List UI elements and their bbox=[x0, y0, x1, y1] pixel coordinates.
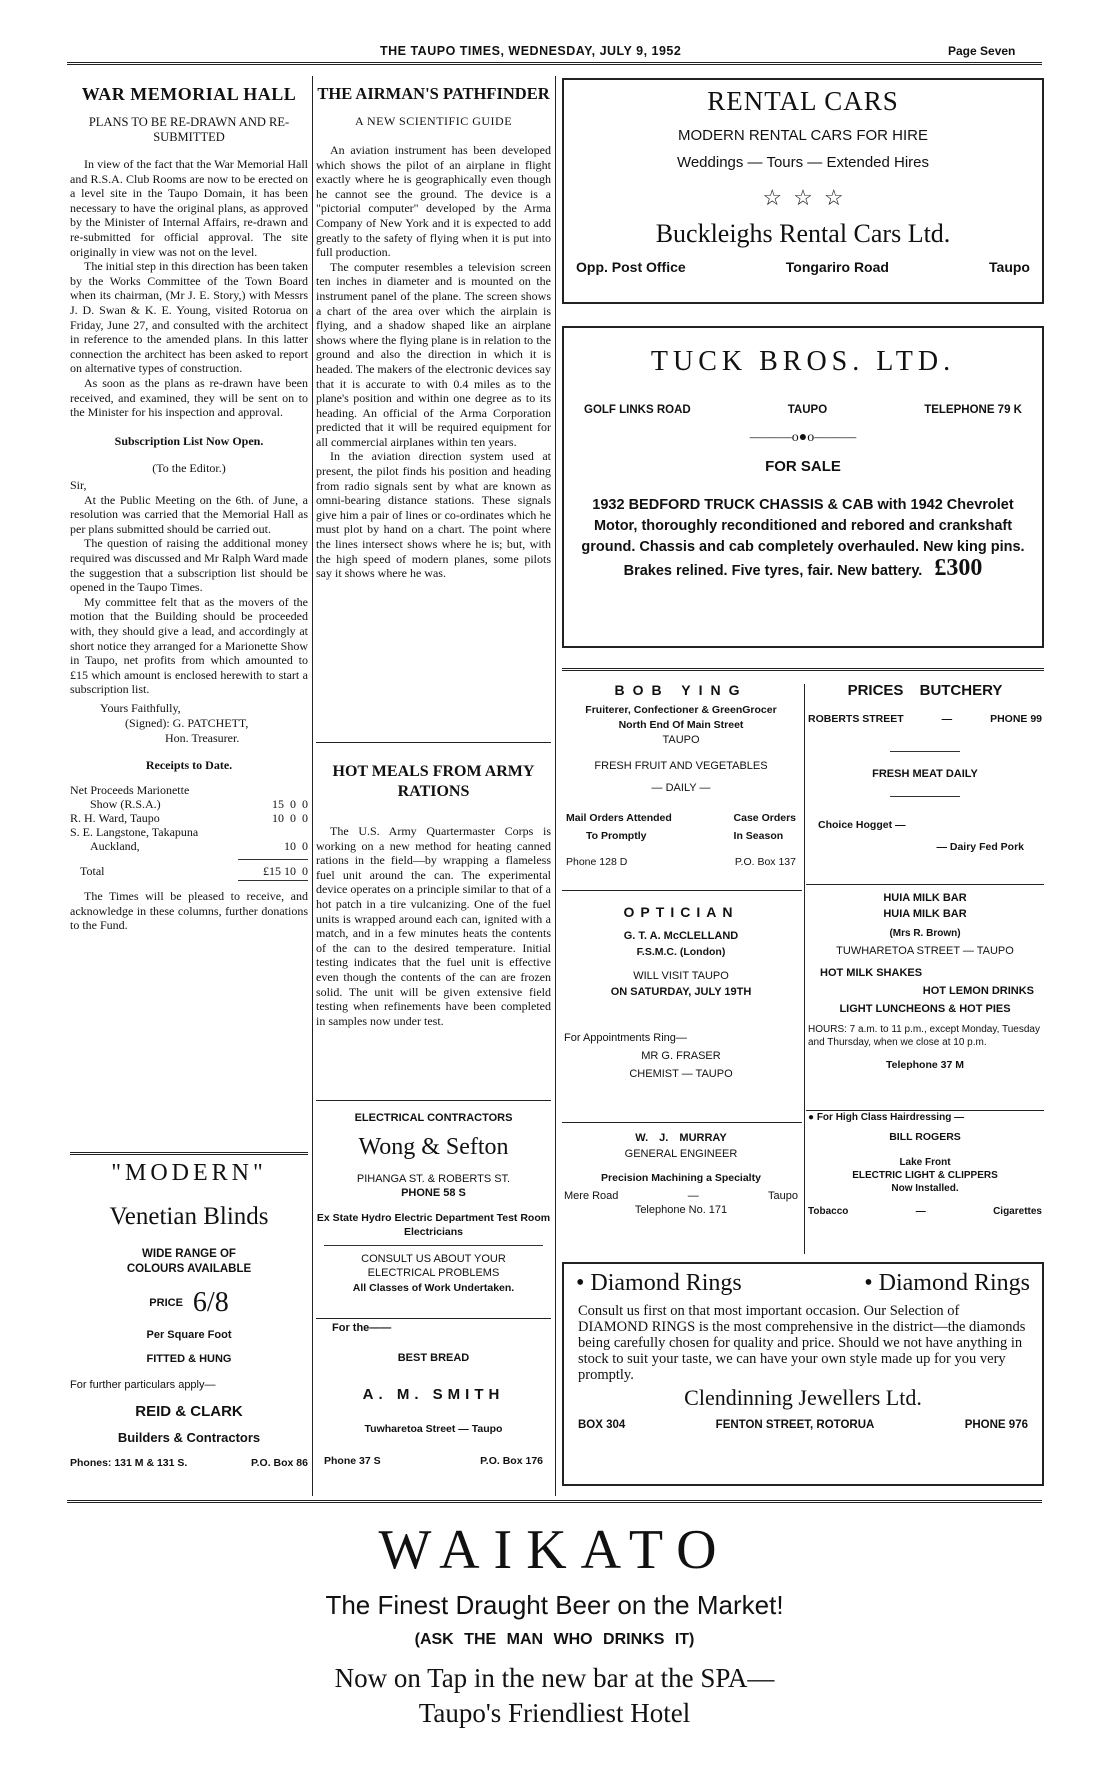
smith-contact: Phone 37 S P.O. Box 176 bbox=[324, 1455, 543, 1467]
sign-off: Yours Faithfully, bbox=[100, 701, 181, 715]
waikato-ask: (ASK THE MAN WHO DRINKS IT) bbox=[414, 1631, 695, 1648]
receipt-row: R. H. Ward, Taupo 10 0 0 bbox=[70, 811, 308, 825]
optician-end-rule bbox=[562, 1122, 802, 1123]
tuck-price: £300 bbox=[934, 555, 983, 581]
optician-ad bbox=[562, 904, 800, 1080]
waikato-tap: Now on Tap in the new bar at the SPA— bbox=[334, 1663, 775, 1693]
directory-mid-rule bbox=[804, 684, 805, 1254]
prices-pork: — Dairy Fed Pork bbox=[936, 841, 1024, 853]
prices-hogget: Choice Hogget — bbox=[818, 819, 906, 831]
optician-quals: F.S.M.C. (London) bbox=[636, 946, 726, 958]
smith-ad bbox=[316, 1322, 551, 1467]
huia-owner: (Mrs R. Brown) bbox=[889, 928, 961, 939]
letter-paragraph: My committee felt that as the movers of the motion that the Building should be proceeded with, they should give a lead, and accordingly at short notice they arranged for a Marionette Show in Taupo, net profits from which amounted to £15 which amount is enclosed herewith to start a subscription list. bbox=[70, 594, 308, 697]
letter-paragraph: At the Public Meeting on the 6th. of June, a resolution was carried that the Memorial Hall as per plans submitted should be carried out. bbox=[70, 492, 308, 536]
modern-title: "MODERN" bbox=[111, 1160, 267, 1186]
war-memorial-paragraph: The initial step in this direction has been taken by the Works Committee of the Town Board when its chairman, (Mr J. E. Story,) with Messrs J. D. Swan & K. E. Young, visited Rotorua on Friday, June 27, and consulted with the architect in reference to the amended plans. In this latter connection the architect has been asked to report on alternative types of construction. bbox=[70, 259, 308, 376]
huia-title: HUIA MILK BAR bbox=[883, 892, 967, 904]
letter-paragraph: The question of raising the additional money required was discussed and Mr Ralph Ward made the suggestion that a subscription list should be opened in the Taupo Times. bbox=[70, 536, 308, 595]
wong-sefton-name: Wong & Sefton bbox=[358, 1134, 509, 1160]
wong-address: PIHANGA ST. & ROBERTS ST. bbox=[356, 1173, 511, 1185]
war-memorial-article bbox=[70, 84, 308, 933]
diamond-heading: • Diamond Rings • Diamond Rings bbox=[576, 1270, 1030, 1296]
prices-butchery-ad bbox=[806, 682, 1044, 853]
huia-hours: HOURS: 7 a.m. to 11 p.m., except Monday, Tuesday and Thursday, when we close at 10 p.m. bbox=[808, 1024, 1040, 1048]
rental-address: Opp. Post Office Tongariro Road Taupo bbox=[576, 259, 1030, 275]
optician-visit: WILL VISIT TAUPO bbox=[633, 970, 729, 982]
receipt-row: Auckland, 10 0 bbox=[90, 839, 308, 853]
rogers-name: BILL ROGERS bbox=[889, 1131, 961, 1143]
war-memorial-paragraph: As soon as the plans as re-drawn have been received, and examined, they will be sent on to the Minister for his inspection and approval. bbox=[70, 375, 308, 420]
rental-cars-ad bbox=[562, 78, 1044, 304]
column-rule-1 bbox=[312, 76, 313, 1496]
prices-end-rule bbox=[806, 884, 1044, 885]
waikato-title: WAIKATO bbox=[378, 1519, 731, 1581]
murray-trade: GENERAL ENGINEER bbox=[624, 1148, 738, 1160]
huia-street: TUWHARETOA STREET — TAUPO bbox=[836, 945, 1014, 957]
per-square-foot: Per Square Foot bbox=[146, 1329, 232, 1341]
signed-title: Hon. Treasurer. bbox=[165, 731, 240, 745]
bob-ying-trade: Fruiterer, Confectioner & GreenGrocer bbox=[585, 704, 777, 716]
hot-meals-article bbox=[316, 762, 551, 1028]
murray-specialty: Precision Machining a Specialty bbox=[601, 1172, 761, 1184]
war-memorial-subheading: PLANS TO BE RE-DRAWN AND RE-SUBMITTED bbox=[88, 115, 290, 144]
prices-name: PRICES BUTCHERY bbox=[847, 682, 1003, 699]
waikato-tagline: The Finest Draught Beer on the Market! bbox=[325, 1590, 784, 1620]
prices-fresh-meat: FRESH MEAT DAILY bbox=[872, 768, 978, 780]
bob-ying-ad bbox=[562, 682, 800, 868]
airman-subheading: A NEW SCIENTIFIC GUIDE bbox=[354, 114, 513, 128]
receipts-heading: Receipts to Date. bbox=[145, 758, 233, 772]
smith-name: A. M. SMITH bbox=[362, 1386, 505, 1403]
bob-ying-orders: Mail Orders Attended To Promptly Case Orders In Season bbox=[566, 812, 796, 842]
bullet-icon: • bbox=[576, 1270, 585, 1296]
page-number: Page Seven bbox=[948, 44, 1016, 58]
smith-for-the: For the—— bbox=[332, 1322, 392, 1334]
wong-classes: All Classes of Work Undertaken. bbox=[352, 1282, 515, 1294]
rogers-lead: ● For High Class Hairdressing — bbox=[808, 1112, 965, 1123]
receipt-row: Show (R.S.A.) 15 0 0 bbox=[90, 797, 308, 811]
diamond-text: Consult us first on that most important occasion. Our Selection of DIAMOND RINGS is the most comprehensive in the district—the diamonds being carefully chosen for quality and price. Should we not have anything in stock to suit your taste, we can have your own style made up for you very promptly. bbox=[578, 1303, 1026, 1383]
airman-paragraph: In the aviation direction system used at present, the pilot finds his position and heading from radio signals sent by what are known as omni-bearing distance stations. These signals give him a pair of lines or co-ordinates which he must plot by hand on a chart. The point where the lines intersect shows where he is; but, with the high speed of modern planes, some pilots say it shows where he was. bbox=[316, 449, 551, 581]
hot-meals-heading: HOT MEALS FROM ARMY RATIONS bbox=[332, 763, 535, 800]
optician-appointments: For Appointments Ring— bbox=[564, 1032, 687, 1044]
huia-title-2: HUIA MILK BAR bbox=[883, 908, 967, 920]
directory-top-rule bbox=[562, 668, 1044, 671]
colours-line: WIDE RANGE OF COLOURS AVAILABLE bbox=[126, 1248, 252, 1275]
further-particulars: For further particulars apply— bbox=[70, 1379, 216, 1391]
rental-title: RENTAL CARS bbox=[707, 86, 899, 116]
rogers-place: Lake Front bbox=[899, 1157, 951, 1168]
murray-phone: Telephone No. 171 bbox=[634, 1204, 728, 1216]
receipt-row: S. E. Langstone, Takapuna bbox=[70, 825, 199, 839]
huia-milk-bar-ad bbox=[806, 892, 1044, 1071]
huia-lemon: HOT LEMON DRINKS bbox=[922, 985, 1034, 997]
rogers-tobacco: Tobacco — Cigarettes bbox=[808, 1206, 1042, 1217]
bob-ying-fresh: FRESH FRUIT AND VEGETABLES bbox=[594, 760, 768, 772]
closing-paragraph: The Times will be pleased to receive, and acknowledge in these columns, further donations to the Fund. bbox=[70, 889, 308, 933]
bullet-icon: • bbox=[864, 1270, 873, 1296]
bob-ying-town: TAUPO bbox=[662, 734, 700, 746]
optician-contact: MR G. FRASER bbox=[641, 1050, 721, 1062]
murray-ad bbox=[562, 1132, 800, 1216]
airman-article bbox=[316, 84, 551, 581]
receipts-table bbox=[70, 783, 308, 881]
subscription-heading: Subscription List Now Open. bbox=[114, 433, 264, 448]
venetian-subtitle: Venetian Blinds bbox=[109, 1203, 269, 1230]
murray-address: Mere Road — Taupo bbox=[564, 1190, 798, 1202]
rogers-now: Now Installed. bbox=[891, 1183, 959, 1194]
waikato-ad bbox=[67, 1520, 1042, 1729]
bob-ying-end-rule bbox=[562, 890, 802, 891]
rental-company: Buckleighs Rental Cars Ltd. bbox=[655, 219, 951, 248]
diamond-contact: BOX 304 FENTON STREET, ROTORUA PHONE 976 bbox=[578, 1419, 1028, 1431]
receipt-row: Net Proceeds Marionette bbox=[70, 783, 190, 797]
wong-ex-state: Ex State Hydro Electric Department Test Room Electricians bbox=[316, 1212, 551, 1238]
blinds-contact: Phones: 131 M & 131 S. P.O. Box 86 bbox=[70, 1457, 308, 1469]
modern-blinds-ad bbox=[70, 1160, 308, 1469]
tuck-bros-ad bbox=[562, 326, 1044, 648]
optician-date: ON SATURDAY, JULY 19TH bbox=[610, 986, 752, 998]
airman-heading: THE AIRMAN'S PATHFINDER bbox=[317, 84, 550, 103]
wong-consult: CONSULT US ABOUT YOUR ELECTRICAL PROBLEMS bbox=[361, 1253, 506, 1279]
huia-shakes: HOT MILK SHAKES bbox=[820, 967, 923, 979]
huia-end-rule bbox=[806, 1110, 1044, 1111]
prices-address: ROBERTS STREET — PHONE 99 bbox=[808, 713, 1042, 725]
blinds-top-rule bbox=[70, 1152, 308, 1155]
hot-meals-end-rule bbox=[316, 1100, 551, 1101]
bob-ying-name: BOB YING bbox=[614, 682, 748, 698]
wong-end-rule bbox=[316, 1318, 551, 1319]
hot-meals-paragraph: The U.S. Army Quartermaster Corps is working on a new method for heating canned rations in the field—by wrapping a flameless fuel unit around the can. The experimental device operates on a principle similar to that of a hot patch in a tire vulcanizing. One of the fuel units is wrapped around each can, ignited with a match, and in a few minutes heats the contents of the can to the desired temperature. Initial testing indicates that the fuel unit is effective even though the contents of the can are frozen solid. The unit will be given extensive field testing when refinements have been completed in samples now under test. bbox=[316, 824, 551, 1028]
editor-line: (To the Editor.) bbox=[152, 460, 226, 475]
bob-ying-contact: Phone 128 D P.O. Box 137 bbox=[566, 856, 796, 868]
bob-ying-location: North End Of Main Street bbox=[618, 719, 744, 731]
bob-ying-daily: — DAILY — bbox=[651, 782, 711, 794]
huia-phone: Telephone 37 M bbox=[886, 1059, 964, 1071]
wong-sefton-ad bbox=[316, 1112, 551, 1294]
tuck-body: 1932 BEDFORD TRUCK CHASSIS & CAB with 1942 Chevrolet Motor, thoroughly reconditioned and rebored and crankshaft ground. Chassis and cab completely overhauled. New king pins. Brakes relined. Five tyres, fair. New battery. £300 bbox=[581, 497, 1025, 581]
price-value: 6/8 bbox=[192, 1287, 229, 1318]
rental-stars: ☆ ☆ ☆ bbox=[762, 185, 844, 210]
fitted-hung: FITTED & HUNG bbox=[146, 1353, 232, 1365]
rental-services: Weddings — Tours — Extended Hires bbox=[676, 154, 930, 171]
optician-title: OPTICIAN bbox=[623, 904, 739, 920]
salutation: Sir, bbox=[70, 477, 87, 492]
rogers-clippers: ELECTRIC LIGHT & CLIPPERS bbox=[852, 1170, 998, 1181]
optician-chemist: CHEMIST — TAUPO bbox=[629, 1068, 733, 1080]
war-memorial-paragraph: In view of the fact that the War Memorial Hall and R.S.A. Club Rooms are now to be erected on a level site in the Taupo Domain, it has been necessary to have the original plans, as approved by the Minister of Internal Affairs, re-drawn and re-submitted for official approval. The site originally in view was not on the level. bbox=[70, 157, 308, 259]
tuck-ornament: ———o●o——— bbox=[749, 430, 857, 445]
murray-name: W. J. MURRAY bbox=[635, 1132, 727, 1144]
rental-subtitle: MODERN RENTAL CARS FOR HIRE bbox=[677, 127, 929, 144]
tuck-title: TUCK BROS. LTD. bbox=[650, 346, 956, 377]
electrical-contractors: ELECTRICAL CONTRACTORS bbox=[354, 1112, 513, 1124]
receipt-total: Total £15 10 0 bbox=[80, 864, 308, 878]
airman-end-rule bbox=[316, 742, 551, 743]
rogers-ad bbox=[806, 1112, 1044, 1217]
diamond-rings-ad bbox=[562, 1262, 1044, 1486]
waikato-hotel: Taupo's Friendliest Hotel bbox=[418, 1698, 691, 1728]
signed: (Signed): G. PATCHETT, bbox=[125, 716, 249, 730]
smith-address: Tuwharetoa Street — Taupo bbox=[364, 1423, 503, 1435]
bullet-icon: ● bbox=[808, 1112, 815, 1123]
war-memorial-heading: WAR MEMORIAL HALL bbox=[81, 84, 297, 104]
wong-phone: PHONE 58 S bbox=[401, 1187, 466, 1199]
reid-clark: REID & CLARK bbox=[135, 1403, 243, 1420]
airman-paragraph: The computer resembles a television screen ten inches in diameter and is mounted on the instrument panel of the plane. The screen shows a chart of the area over which the airplain is flying, and a shadow shaped like an airplane shows where the flying plane is in relation to the ground and also the direction in which it is headed. The makers of the electronic devices say that it is accurate to with 0.4 miles as to the plane's position and within one degree as to its heading. An official of the Arma Corporation predicted that it will be required equipment for all commercial airplanes within ten years. bbox=[316, 259, 552, 449]
column-rule-2 bbox=[555, 76, 556, 1496]
builders-contractors: Builders & Contractors bbox=[117, 1430, 261, 1445]
masthead-title: THE TAUPO TIMES, WEDNESDAY, JULY 9, 1952 bbox=[380, 44, 682, 58]
airman-paragraph: An aviation instrument has been developed which shows the pilot of an airplane in flight exactly where he is geographically even though he cannot see the ground. The device is a "pictorial computer" developed by the Arma Company of New York and it is expected to add greatly to the safety of flying when it is put into full production. bbox=[316, 143, 551, 260]
diamond-firm: Clendinning Jewellers Ltd. bbox=[684, 1385, 922, 1410]
tuck-address: GOLF LINKS ROAD TAUPO TELEPHONE 79 K bbox=[584, 404, 1022, 416]
tuck-for-sale: FOR SALE bbox=[765, 458, 841, 475]
optician-name: G. T. A. McCLELLAND bbox=[623, 930, 739, 942]
huia-lunch: LIGHT LUNCHEONS & HOT PIES bbox=[839, 1003, 1011, 1015]
price-line: PRICE 6/8 bbox=[149, 1287, 229, 1318]
masthead-rule bbox=[67, 62, 1042, 65]
best-bread: BEST BREAD bbox=[397, 1352, 470, 1364]
waikato-top-rule bbox=[67, 1500, 1042, 1503]
